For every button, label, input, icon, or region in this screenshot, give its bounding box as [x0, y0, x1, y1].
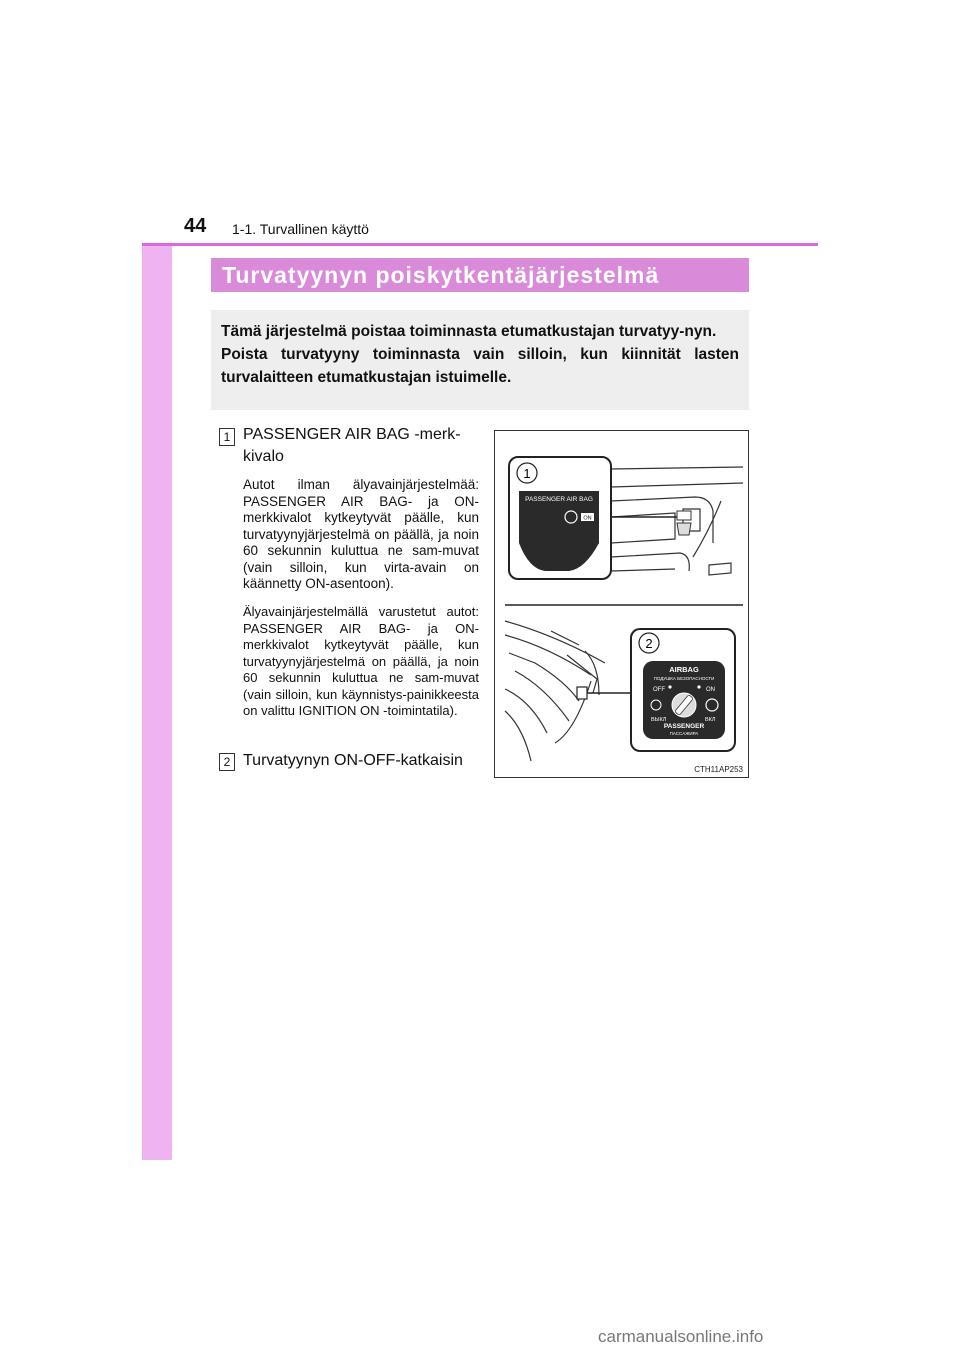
switch-off-ru-label: ВЫКЛ	[651, 717, 667, 723]
callout-number-2: 2	[645, 636, 653, 651]
dash-indicator	[677, 511, 691, 520]
intro-box	[211, 310, 749, 410]
intro-line-2: Poista turvatyyny toiminnasta vain silloin, kun kiinnität lasten turvalaitteen etumatkustajan istuimelle.	[221, 346, 739, 386]
item-1-paragraph-2: Älyavainjärjestelmällä varustetut autot: PASSENGER AIR BAG- ja ON- merkkivalot kytkeytyvät päälle, kun turvatyynyjärjestelmä on päällä, ja noin 60 sekunnin kuluttua ne sam-muvat (vain silloin, kun käynnistys-painikkeesta on valittu IGNITION ON -toimintatila).	[243, 604, 479, 718]
watermark[interactable]: carmanualsonline.info	[598, 1327, 764, 1346]
switch-title: AIRBAG	[669, 665, 699, 674]
callout-number-1: 1	[523, 466, 531, 481]
indicator-panel	[519, 491, 599, 571]
side-color-bar	[142, 198, 172, 1160]
switch-location	[577, 687, 587, 699]
glovebox-lines	[505, 621, 605, 761]
figure-code: CTH11AP253	[694, 765, 743, 774]
item-number-2: 2	[219, 753, 235, 771]
airbag-illustration-svg	[495, 431, 748, 777]
switch-off-label: OFF	[653, 687, 665, 693]
page-title: Turvatyynyn poiskytkentäjärjestelmä	[222, 262, 660, 288]
dashboard-lines-top	[611, 467, 743, 575]
item-title-1: PASSENGER AIR BAG -merk-kivalo	[243, 426, 461, 465]
header-rule	[142, 243, 818, 246]
page-number: 44	[184, 215, 207, 237]
item-number-1: 1	[219, 428, 235, 446]
item-1-paragraph-1: Autot ilman älyavainjärjestelmää: PASSENGER AIR BAG- ja ON-merkkivalot kytkeytyvät päälle, kun turvatyynyjärjestelmä on päällä, ja noin 60 sekunnin kuluttua ne sam-muvat (vain silloin, kun virta-avain on käännetty ON-asentoon).	[243, 477, 479, 591]
dash-indicator-body	[677, 523, 691, 535]
switch-on-ru-label: ВКЛ	[705, 717, 716, 723]
intro-line-1: Tämä järjestelmä poistaa toiminnasta etumatkustajan turvatyy-nyn.	[221, 323, 717, 340]
switch-on-label: ON	[706, 687, 715, 693]
switch-passenger-label: PASSENGER	[663, 723, 705, 730]
item-title-2: Turvatyynyn ON-OFF-katkaisin	[243, 752, 463, 769]
switch-subtitle: ПОДУШКА БЕЗОПАСНОСТИ	[653, 676, 715, 681]
switch-passenger-ru-label: ПАССАЖИРА	[669, 731, 699, 736]
airbag-illustration	[494, 430, 749, 778]
indicator-on-label: ON	[583, 515, 592, 522]
off-dot	[668, 685, 671, 688]
indicator-label: PASSENGER AIR BAG	[525, 496, 593, 503]
section-label: 1-1. Turvallinen käyttö	[232, 221, 369, 237]
on-dot	[697, 685, 700, 688]
